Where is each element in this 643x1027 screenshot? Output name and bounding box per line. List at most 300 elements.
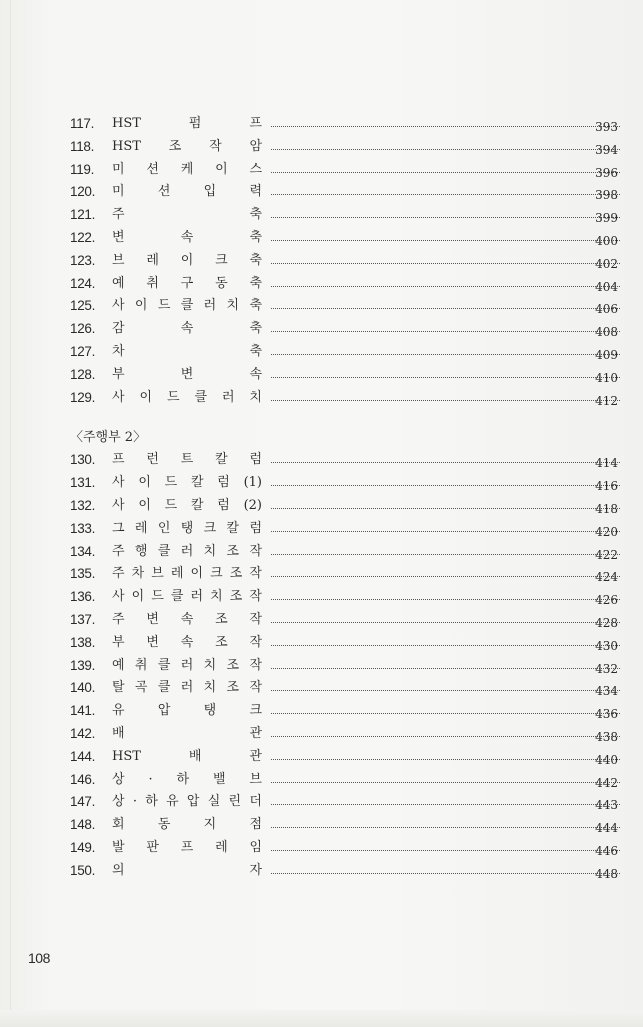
entry-title-char: 칼 <box>190 475 204 491</box>
entry-number: 118. <box>70 138 95 154</box>
entry-title-char: 이 <box>134 298 148 314</box>
entry-title-char: 조 <box>168 138 182 154</box>
entry-title-char: 입 <box>203 184 217 200</box>
dot-leader <box>271 576 620 577</box>
dot-leader <box>271 263 620 264</box>
entry-title-char: 조 <box>226 543 240 559</box>
entry-number: 131. <box>70 475 96 491</box>
entry-number: 150. <box>70 862 96 878</box>
entry-title <box>112 227 262 249</box>
entry-title-char: 주 <box>112 543 125 559</box>
entry-title-char: 주 <box>112 566 125 582</box>
entry-number: 148. <box>70 817 96 833</box>
toc-entry <box>70 250 630 273</box>
entry-title <box>112 341 262 363</box>
entry-number: 134. <box>70 543 96 559</box>
entry-title-char: 칼 <box>226 520 240 536</box>
entry-title-char: 관 <box>249 748 262 764</box>
entry-title-char: 속 <box>180 321 194 337</box>
entry-title <box>112 250 262 272</box>
entry-title-char: 사 <box>112 298 125 314</box>
toc-entry <box>70 364 630 387</box>
entry-page-number: 410 <box>595 370 618 385</box>
entry-number: 139. <box>70 657 96 673</box>
entry-title-char: 미 <box>112 161 125 177</box>
entry-title-char: 치 <box>210 589 223 605</box>
entry-number: 117. <box>70 116 95 131</box>
entry-title-char: 예 <box>112 275 125 291</box>
toc-entry <box>70 837 630 860</box>
entry-title-char: 치 <box>226 298 240 314</box>
entry-page-number: 434 <box>595 684 618 699</box>
entry-title-char: 러 <box>203 298 217 314</box>
entry-title-char: 축 <box>249 321 262 337</box>
entry-title-char: 예 <box>112 657 125 673</box>
entry-title-char: 크 <box>215 252 228 268</box>
entry-page-number: 414 <box>595 456 618 471</box>
margin-line <box>10 0 11 1027</box>
dot-leader <box>271 645 620 646</box>
entry-title <box>112 586 262 608</box>
entry-page-number: 402 <box>595 256 618 271</box>
entry-title-char: 레 <box>134 520 148 536</box>
entry-title <box>112 518 262 540</box>
toc-entry <box>70 495 630 518</box>
entry-title-char: 럼 <box>217 497 230 513</box>
entry-title-char: 린 <box>228 794 242 810</box>
entry-number: 130. <box>70 452 96 468</box>
entry-page-number: 436 <box>595 707 618 722</box>
entry-title-char: HST <box>112 138 141 154</box>
entry-title-char: 암 <box>249 138 262 154</box>
entry-number: 128. <box>70 366 96 382</box>
entry-title-char: 조 <box>226 680 240 696</box>
toc-part-2 <box>70 449 630 882</box>
entry-title-char: 러 <box>180 680 194 696</box>
entry-number: 137. <box>70 611 96 627</box>
entry-title <box>112 632 262 654</box>
entry-number: 136. <box>70 589 96 605</box>
entry-title-char: 브 <box>249 771 262 787</box>
entry-title-char: 지 <box>203 817 217 833</box>
dot-leader <box>271 194 620 195</box>
dot-leader <box>271 804 620 805</box>
entry-page-number: 404 <box>595 279 618 294</box>
dot-leader <box>271 554 620 555</box>
entry-title-char: 변 <box>146 611 159 627</box>
entry-title-char: 칼 <box>215 452 228 468</box>
entry-title-char: 작 <box>249 680 262 696</box>
entry-title-char: 배 <box>188 748 202 764</box>
entry-title-char: 펌 <box>188 116 202 131</box>
entry-title-char: 배 <box>112 725 125 741</box>
dot-leader <box>271 331 620 332</box>
entry-page-number: 412 <box>595 393 618 408</box>
toc-entry <box>70 632 630 655</box>
dot-leader <box>271 782 620 783</box>
entry-page-number: 432 <box>595 661 618 676</box>
entry-title-char: 러 <box>221 389 235 405</box>
entry-title-char: 작 <box>249 543 262 559</box>
entry-title-char: 변 <box>180 366 194 382</box>
entry-title-char: 축 <box>249 298 262 314</box>
entry-title <box>112 769 262 791</box>
entry-title-char: 프 <box>112 452 125 468</box>
entry-number: 133. <box>70 520 96 536</box>
dot-leader <box>271 850 620 851</box>
entry-title-char: 력 <box>249 184 262 200</box>
entry-title <box>112 364 262 386</box>
entry-title-char: 축 <box>249 275 262 291</box>
entry-title-char: 클 <box>170 589 184 605</box>
entry-title-char: 상 <box>112 794 125 810</box>
entry-title-char: 드 <box>157 298 171 314</box>
entry-title <box>112 113 262 135</box>
entry-title-char: 이 <box>139 389 153 405</box>
entry-title-char: 속 <box>249 366 262 382</box>
dot-leader <box>271 485 620 486</box>
dot-leader <box>271 240 620 241</box>
entry-title-char: 드 <box>164 497 178 513</box>
entry-title-char: 레 <box>215 839 228 855</box>
dot-leader <box>271 690 620 691</box>
entry-title-char: 칼 <box>190 497 204 513</box>
entry-page-number: 440 <box>595 752 618 767</box>
entry-title-char: 작 <box>249 657 262 673</box>
entry-title-char: 감 <box>112 321 125 337</box>
entry-title-char: 곡 <box>134 680 148 696</box>
entry-title-char: 하 <box>145 794 158 810</box>
toc-entry <box>70 586 630 609</box>
entry-title-char: 클 <box>194 389 208 405</box>
entry-title-char: 프 <box>249 116 262 131</box>
entry-title-char: 인 <box>157 520 171 536</box>
entry-title-char: 압 <box>157 703 171 719</box>
entry-number: 121. <box>70 207 96 223</box>
dot-leader <box>271 827 620 828</box>
entry-title-char: 레 <box>170 566 184 582</box>
entry-title-char: 레 <box>146 252 159 268</box>
entry-title-char: 션 <box>157 184 171 200</box>
entry-page-number: 442 <box>595 775 618 790</box>
entry-title-char: 작 <box>249 611 262 627</box>
toc-entry <box>70 700 630 723</box>
toc-entry <box>70 746 630 769</box>
entry-number: 125. <box>70 298 96 314</box>
entry-title-char: 실 <box>207 794 221 810</box>
entry-page-number: 398 <box>595 188 618 203</box>
entry-title-char: 이 <box>215 161 228 177</box>
entry-title-char: 축 <box>249 343 262 359</box>
entry-title-char: 사 <box>112 475 125 491</box>
entry-title-char: 주 <box>112 611 125 627</box>
entry-title-char: 의 <box>112 862 125 878</box>
entry-page-number: 422 <box>595 547 618 562</box>
entry-title-char: 속 <box>180 611 194 627</box>
entry-title-char: 드 <box>166 389 180 405</box>
entry-page-number: 399 <box>595 211 618 226</box>
entry-number: 123. <box>70 252 96 268</box>
entry-title-char: 축 <box>249 252 262 268</box>
dot-leader <box>271 531 620 532</box>
entry-number: 138. <box>70 634 96 650</box>
dot-leader <box>271 377 620 378</box>
entry-title-char: · <box>132 794 137 810</box>
entry-title <box>112 837 262 859</box>
toc-entry <box>70 814 630 837</box>
dot-leader <box>271 759 620 760</box>
entry-title-char: 밸 <box>212 771 226 787</box>
entry-page-number: 408 <box>595 325 618 340</box>
toc-entry <box>70 723 630 746</box>
entry-title-char: 이 <box>131 589 145 605</box>
entry-title-char: 임 <box>249 839 262 855</box>
entry-title-char: 속 <box>180 634 194 650</box>
section-heading: 〈주행부 2〉 <box>70 430 147 446</box>
toc-entry <box>70 541 630 564</box>
entry-title-char: 드 <box>164 475 178 491</box>
entry-number: 135. <box>70 566 96 582</box>
entry-number: 140. <box>70 680 96 696</box>
entry-title <box>112 700 262 722</box>
dot-leader <box>271 736 620 737</box>
entry-title-char: · <box>148 771 153 787</box>
entry-title-char: 크 <box>249 703 262 719</box>
dot-leader <box>271 308 620 309</box>
toc-entry <box>70 227 630 250</box>
dot-leader <box>271 622 620 623</box>
entry-number: 141. <box>70 703 96 719</box>
entry-title-char: 구 <box>180 275 194 291</box>
entry-title-char: 럼 <box>217 475 230 491</box>
entry-title-char: 작 <box>209 138 222 154</box>
entry-title <box>112 495 262 517</box>
entry-number: 147. <box>70 794 96 810</box>
entry-page-number: 438 <box>595 729 618 744</box>
entry-title-char: 이 <box>190 566 204 582</box>
entry-number: 127. <box>70 343 96 359</box>
entry-page-number: 430 <box>595 638 618 653</box>
entry-number: 129. <box>70 389 96 405</box>
toc-part-1 <box>70 113 630 409</box>
entry-title-char: 사 <box>112 497 125 513</box>
entry-title <box>112 723 262 745</box>
entry-page-number: 400 <box>595 233 618 248</box>
entry-title-char: 미 <box>112 184 125 200</box>
entry-title-char: 러 <box>180 543 194 559</box>
dot-leader <box>271 873 620 874</box>
entry-title-char: 사 <box>112 589 125 605</box>
entry-title-char: 부 <box>112 634 125 650</box>
entry-title <box>112 295 262 317</box>
dot-leader <box>271 713 620 714</box>
entry-page-number: 446 <box>595 843 618 858</box>
entry-page-number: 420 <box>595 524 618 539</box>
entry-title <box>112 541 262 563</box>
entry-title-char: 차 <box>131 566 145 582</box>
entry-title-char: 이 <box>138 497 151 513</box>
toc-entry <box>70 472 630 495</box>
entry-title-char: 크 <box>210 566 223 582</box>
dot-leader <box>271 149 620 150</box>
entry-title-char: 클 <box>180 298 194 314</box>
entry-title <box>112 814 262 836</box>
entry-page-number: 409 <box>595 347 618 362</box>
entry-title <box>112 655 262 677</box>
dot-leader <box>271 286 620 287</box>
entry-page-number: 406 <box>595 302 618 317</box>
entry-number: 122. <box>70 229 96 245</box>
toc-entry <box>70 136 630 159</box>
entry-number: 146. <box>70 771 96 787</box>
entry-title-char: 회 <box>112 817 125 833</box>
entry-title-char: 압 <box>186 794 200 810</box>
toc-entry <box>70 769 630 792</box>
page-number: 108 <box>28 950 50 966</box>
entry-title-char: 조 <box>229 589 243 605</box>
entry-title-char: 이 <box>138 475 151 491</box>
toc-entry <box>70 387 630 410</box>
dot-leader <box>271 172 620 173</box>
toc-entry <box>70 563 630 586</box>
entry-title-char: 브 <box>151 566 164 582</box>
toc-entry <box>70 181 630 204</box>
dot-leader <box>271 508 620 509</box>
entry-title-char: 러 <box>180 657 194 673</box>
toc-entry <box>70 860 630 883</box>
dot-leader <box>271 400 620 401</box>
entry-title-char: 치 <box>203 680 217 696</box>
entry-number: 132. <box>70 497 96 513</box>
entry-title <box>112 677 262 699</box>
toc-entry <box>70 204 630 227</box>
entry-title <box>112 204 262 226</box>
toc-entry <box>70 273 630 296</box>
entry-title-char: 스 <box>249 161 262 177</box>
toc-entry <box>70 449 630 472</box>
entry-title-char: 조 <box>226 657 240 673</box>
entry-title-char: 변 <box>112 229 125 245</box>
entry-title-char: 더 <box>249 794 262 810</box>
entry-title-char: 클 <box>157 657 171 673</box>
entry-title-char: 판 <box>146 839 159 855</box>
toc-entry <box>70 655 630 678</box>
entry-title-char: 탱 <box>180 520 194 536</box>
entry-page-number: 396 <box>595 165 618 180</box>
entry-number: 144. <box>70 748 96 764</box>
entry-number: 126. <box>70 321 96 337</box>
entry-title <box>112 609 262 631</box>
entry-title-char: 션 <box>146 161 159 177</box>
entry-title-char: 유 <box>112 703 125 719</box>
entry-title <box>112 318 262 340</box>
entry-page-number: 394 <box>595 142 618 157</box>
entry-title-char: 탈 <box>112 680 125 696</box>
dot-leader <box>271 126 620 127</box>
entry-title-char: 작 <box>249 566 262 582</box>
entry-title-char: 프 <box>180 839 194 855</box>
entry-title-char: 치 <box>249 389 262 405</box>
entry-title-char: 치 <box>203 657 217 673</box>
entry-title <box>112 472 262 494</box>
entry-title-char: 사 <box>112 389 125 405</box>
entry-title-char: 케 <box>180 161 194 177</box>
entry-title <box>112 136 262 158</box>
entry-page-number: 416 <box>595 479 618 494</box>
entry-title-char: 크 <box>203 520 217 536</box>
entry-title-char: 동 <box>215 275 228 291</box>
entry-title <box>112 273 262 295</box>
entry-number: 124. <box>70 275 96 291</box>
entry-title-char: 조 <box>229 566 243 582</box>
entry-title <box>112 159 262 181</box>
entry-title-char: 클 <box>157 543 171 559</box>
entry-page-number: 448 <box>595 866 618 881</box>
entry-title <box>112 791 262 813</box>
entry-page-number: 444 <box>595 821 618 836</box>
entry-title <box>112 746 262 768</box>
entry-title <box>112 563 262 585</box>
entry-title-char: 럼 <box>249 452 262 468</box>
entry-title-char: HST <box>112 116 141 131</box>
entry-title-char: 주 <box>112 207 125 223</box>
dot-leader <box>271 462 620 463</box>
entry-title-char: 이 <box>180 252 194 268</box>
entry-title-char: 자 <box>249 862 262 878</box>
toc-entry <box>70 791 630 814</box>
entry-title-char: 축 <box>249 207 262 223</box>
entry-title-char: 럼 <box>249 520 262 536</box>
entry-title <box>112 449 262 471</box>
entry-title-char: 취 <box>134 657 148 673</box>
entry-title <box>112 387 262 409</box>
toc-entry <box>70 609 630 632</box>
entry-title-char: 동 <box>157 817 171 833</box>
entry-title-char: 작 <box>249 634 262 650</box>
entry-title-char: 브 <box>112 252 125 268</box>
entry-page-number: 428 <box>595 615 618 630</box>
entry-title-char: 작 <box>249 589 262 605</box>
entry-title-char: 조 <box>215 611 228 627</box>
toc-entry <box>70 518 630 541</box>
entry-title-char: 치 <box>203 543 217 559</box>
entry-title-char: 하 <box>176 771 190 787</box>
entry-title-char: 드 <box>151 589 164 605</box>
toc-entry <box>70 677 630 700</box>
dot-leader <box>271 354 620 355</box>
dot-leader <box>271 599 620 600</box>
entry-page-number: 424 <box>595 570 618 585</box>
toc-entry <box>70 295 630 318</box>
entry-title-char: 런 <box>146 452 159 468</box>
entry-title-char: 탱 <box>203 703 217 719</box>
entry-title-char: 그 <box>112 520 125 536</box>
entry-page-number: 418 <box>595 501 618 516</box>
entry-title-char: 조 <box>215 634 228 650</box>
entry-title <box>112 860 262 882</box>
entry-page-number: 393 <box>595 120 618 134</box>
entry-title-char: 취 <box>146 275 159 291</box>
entry-title-char: 부 <box>112 366 125 382</box>
toc-entry <box>70 159 630 182</box>
dot-leader <box>271 668 620 669</box>
entry-number: 142. <box>70 725 96 741</box>
toc-entry <box>70 318 630 341</box>
entry-page-number: 443 <box>595 798 618 813</box>
toc-entry <box>70 341 630 364</box>
entry-title-char: 축 <box>249 229 262 245</box>
entry-title-char: 러 <box>190 589 204 605</box>
